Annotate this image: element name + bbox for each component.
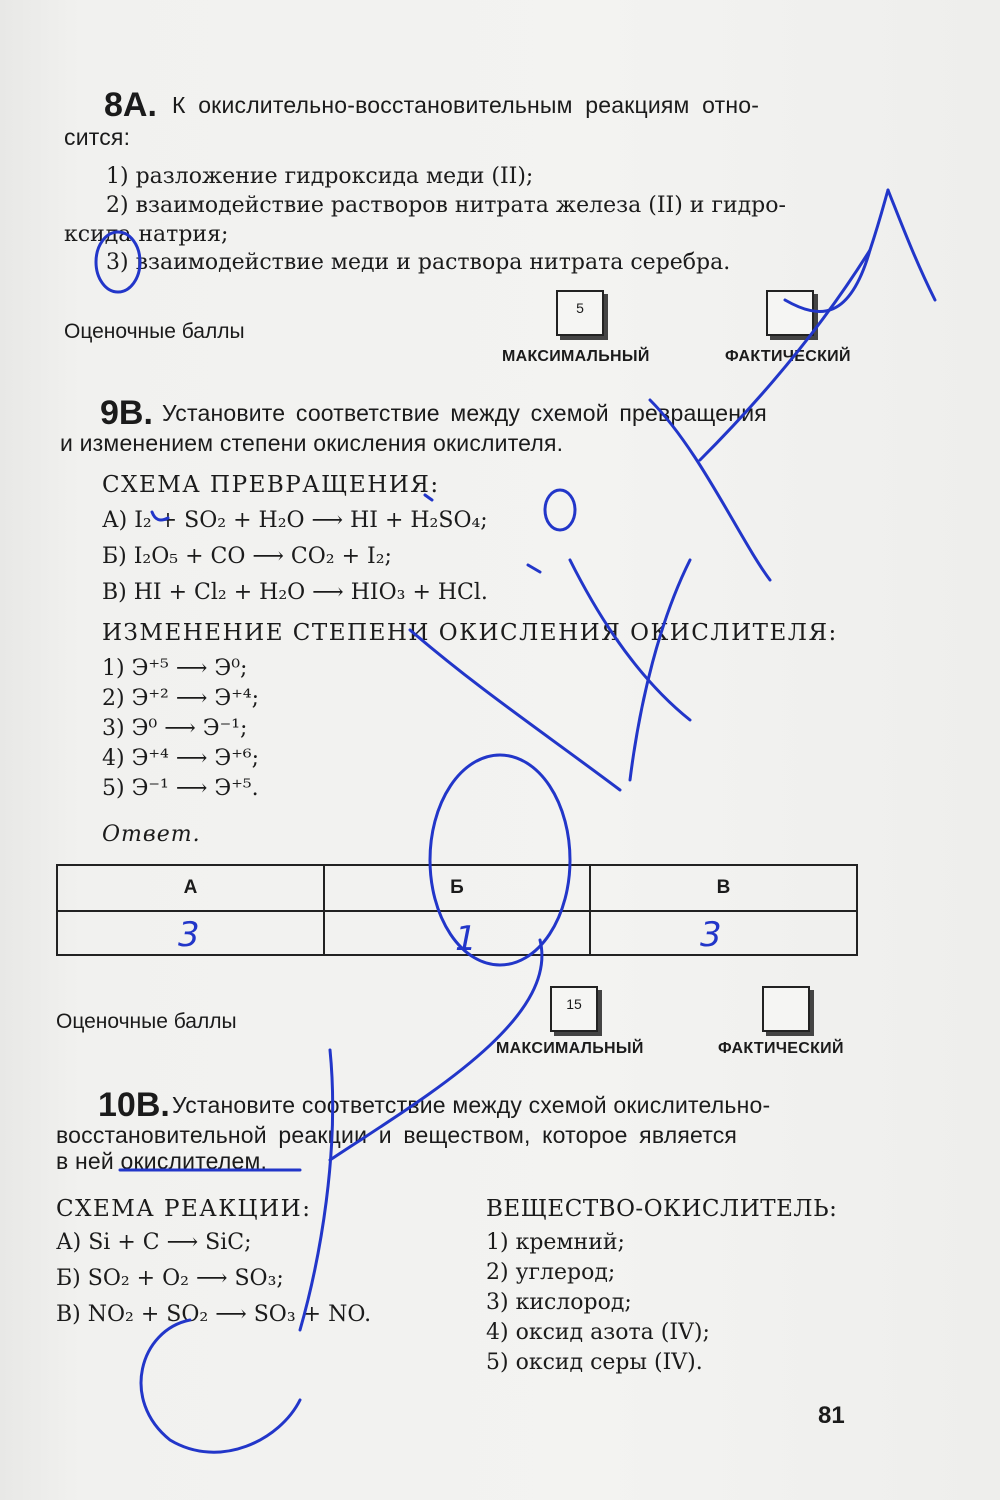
q9-change-2: 2) Э⁺² ⟶ Э⁺⁴; — [102, 686, 260, 711]
q10-text-line1: Установите соответствие между схемой окислительно- — [172, 1092, 771, 1118]
q10-oxidizer-2: 2) углерод; — [486, 1260, 616, 1285]
q10-number: 10В. — [98, 1086, 170, 1124]
q9-change-header: ИЗМЕНЕНИЕ СТЕПЕНИ ОКИСЛЕНИЯ ОКИСЛИТЕЛЯ: — [102, 620, 838, 646]
q9-change-5: 5) Э⁻¹ ⟶ Э⁺⁵. — [102, 776, 259, 801]
q9-scheme-header: СХЕМА ПРЕВРАЩЕНИЯ: — [102, 472, 440, 498]
q9-max-score: 15 — [566, 996, 582, 1012]
q10-scheme-c: В) NO₂ + SO₂ ⟶ SO₃ + NO. — [56, 1302, 372, 1327]
q10-oxidizer-5: 5) оксид серы (IV). — [486, 1350, 703, 1375]
q8-number: 8А. — [104, 86, 157, 124]
q10-oxidizer-1: 1) кремний; — [486, 1230, 625, 1255]
ink-diagonal-2 — [650, 400, 770, 580]
q9-answer-table — [56, 864, 858, 956]
ink-k-stroke-3 — [630, 560, 690, 780]
q9-change-3: 3) Э⁰ ⟶ Э⁻¹; — [102, 716, 248, 741]
q8-text-line2: сится: — [64, 124, 131, 150]
ink-k-stroke-2 — [410, 630, 620, 790]
q10-scheme-a: А) Si + C ⟶ SiC; — [56, 1230, 252, 1255]
q10-oxidizer-3: 3) кислород; — [486, 1290, 632, 1315]
q8-option-2a: 2) взаимодействие растворов нитрата железа (II) и гидро- — [106, 193, 786, 218]
q8-option-1: 1) разложение гидроксида меди (II); — [106, 164, 534, 189]
page-number: 81 — [818, 1402, 845, 1429]
q9-change-4: 4) Э⁺⁴ ⟶ Э⁺⁶; — [102, 746, 260, 771]
q9-answer-label: Ответ. — [102, 822, 201, 847]
ink-small-circle — [545, 490, 575, 530]
q10-oxidizer-header: ВЕЩЕСТВО-ОКИСЛИТЕЛЬ: — [486, 1196, 838, 1222]
q9-scheme-b: Б) I₂O₅ + CO ⟶ CO₂ + I₂; — [102, 544, 392, 569]
table-header-b: Б — [324, 865, 590, 911]
q10-scheme-header: СХЕМА РЕАКЦИИ: — [56, 1196, 312, 1222]
q9-max-caption: МАКСИМАЛЬНЫЙ — [496, 1040, 644, 1057]
q8-fact-score-box[interactable] — [766, 290, 814, 336]
ink-check-tail — [888, 190, 935, 300]
q9-score-label: Оценочные баллы — [56, 1010, 237, 1033]
q8-option-3: 3) взаимодействие меди и раствора нитрата серебра. — [106, 250, 731, 275]
ink-bottom-c — [141, 1320, 300, 1452]
table-header-a: А — [57, 865, 324, 911]
ink-answer-b: 1 — [455, 919, 477, 959]
q10-text-line2: восстановительной реакции и веществом, которое является — [56, 1122, 738, 1148]
q8-score-label: Оценочные баллы — [64, 320, 245, 343]
q8-max-score: 5 — [576, 300, 584, 316]
q8-fact-caption: ФАКТИЧЕСКИЙ — [725, 348, 851, 365]
q9-text-line2: и изменением степени окисления окислителя. — [60, 430, 564, 456]
table-header-c: В — [590, 865, 857, 911]
q10-text-line3: в ней окислителем. — [56, 1148, 268, 1174]
ink-answer-a: 3 — [178, 915, 200, 955]
ink-mark-3 — [528, 565, 540, 572]
q9-number: 9В. — [100, 394, 153, 432]
q9-change-1: 1) Э⁺⁵ ⟶ Э⁰; — [102, 656, 248, 681]
table-answer-c[interactable] — [590, 911, 857, 955]
q9-fact-score-box[interactable] — [762, 986, 810, 1032]
q9-scheme-c: В) HI + Cl₂ + H₂O ⟶ HIO₃ + HCl. — [102, 580, 488, 605]
q8-option-2b: ксида натрия; — [64, 222, 229, 247]
q9-text-line1: Установите соответствие между схемой превращения — [162, 400, 767, 426]
q9-fact-caption: ФАКТИЧЕСКИЙ — [718, 1040, 844, 1057]
q9-max-score-box — [550, 986, 598, 1032]
q8-max-caption: МАКСИМАЛЬНЫЙ — [502, 348, 650, 365]
q8-text-line1: К окислительно-восстановительным реакциям отно- — [172, 92, 760, 118]
q8-max-score-box — [556, 290, 604, 336]
q10-oxidizer-4: 4) оксид азота (IV); — [486, 1320, 710, 1345]
table-answer-b[interactable] — [324, 911, 590, 955]
q9-scheme-a: А) I₂ + SO₂ + H₂O ⟶ HI + H₂SO₄; — [102, 508, 488, 533]
table-answer-a[interactable] — [57, 911, 324, 955]
ink-answer-c: 3 — [700, 915, 722, 955]
q10-scheme-b: Б) SO₂ + O₂ ⟶ SO₃; — [56, 1266, 284, 1291]
